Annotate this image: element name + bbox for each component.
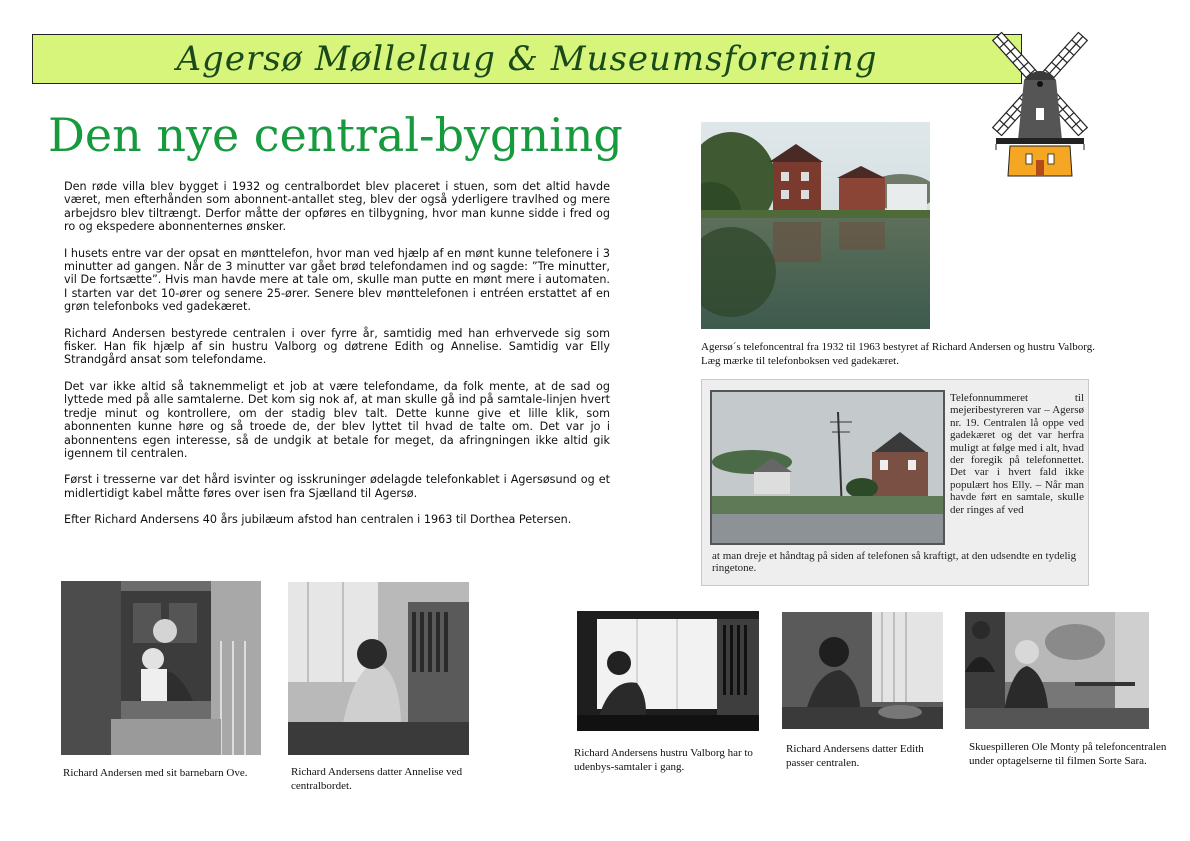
- edith-photo-caption: Richard Andersens datter Edith passer centralen.: [786, 743, 924, 769]
- article-paragraph: Richard Andersen bestyrede centralen i over fyrre år, samtidig med han erhvervede sig som fisker. Han fik hjælp af sin hustru Valborg og døtrene Edith og Annelise. Samtidig var Elly Strandgård ansat som telefondame.: [64, 326, 610, 367]
- clipping-photo: [710, 390, 945, 545]
- article-paragraph: I husets entre var der opsat en mønttelefon, hvor man ved hjælp af en mønt kunne telefonere i 3 minutter ad gangen. Når de 3 minutter var gået brød telefondamen ind og sagde: ”Tre minutter, vil De fortsætte”. Hvis man havde mere at tale om, skulle man putte en mønt mere i automaten. I starten var det 10-ører og senere 25-ører. Senere blev mønttelefonen i entréen erstattet af en grøn telefonboks ved gadekæret.: [64, 246, 610, 314]
- article-paragraph: Først i tresserne var det hård isvinter og isskruninger ødelagde telefonkablet i Agersøsund og et midlertidigt kabel måtte føres over isen fra Sjælland til Agersø.: [64, 473, 610, 500]
- richard-ove-photo: [61, 581, 261, 755]
- valborg-photo: [577, 611, 759, 731]
- windmill-icon: [990, 22, 1090, 180]
- annelise-photo: [288, 582, 469, 755]
- article-paragraph: Den røde villa blev bygget i 1932 og centralbordet blev placeret i stuen, som det altid havde været, men efterhånden som abonnent-antallet steg, blev der også yderligere travlhed og mere arbejdsro blev tiltrængt. Derfor måtte der opføres en tilbygning, hvor man kunne sidde i fred og ro og ekspedere abonnenternes ønsker.: [64, 180, 610, 234]
- monty-photo-caption: Skuespilleren Ole Monty på telefoncentralen under optagelserne til filmen Sorte Sara.: [969, 741, 1167, 767]
- article-paragraph: Det var ikke altid så taknemmeligt et job at være telefondame, da folk mente, at de sad og lyttede med på alle samtalerne. Det kom sig nok af, at man skulle gå ind på samtale-linjen hvert tredje minut og kontrollere, om der stadig blev talt. Dette kunne give et lille klik, som abonnenten kunne høre og så troede de, der blev lyttet til hvad de talte om. Det var jo i abonnentens egen interesse, så de undgik at betale for meget, da afringningen ikke altid gik igennem til centralen.: [64, 379, 610, 460]
- annelise-photo-caption: Richard Andersens datter Annelise ved centralbordet.: [291, 766, 463, 792]
- central-photo-caption: Agersø´s telefoncentral fra 1932 til 1963 bestyret af Richard Andersen og hustru Valborg. Læg mærke til telefonboksen ved gadekæret.: [701, 341, 1095, 367]
- page-title: Den nye central-bygning: [48, 108, 623, 162]
- valborg-photo-caption: Richard Andersens hustru Valborg har to udenbys-samtaler i gang.: [574, 747, 753, 773]
- banner-title: Agersø Møllelaug & Museumsforening: [176, 39, 878, 79]
- edith-photo: [782, 612, 943, 729]
- newspaper-clipping: [701, 379, 1089, 586]
- article-paragraph: Efter Richard Andersens 40 års jubilæum afstod han centralen i 1963 til Dorthea Petersen.: [64, 513, 572, 527]
- clipping-side-text: Telefonnummeret til mejeribestyreren var – Agersø nr. 19. Centralen lå oppe ved gadekæret og det var herfra muligt at følge med i alt, hvad der foregik på telefonnettet. Det var i hvert fald ikke populært hos Elly. – Når man havde ført en samtale, skulle der ringes af ved: [950, 392, 1084, 516]
- central-building-photo: [701, 122, 930, 329]
- ole-monty-photo: [965, 612, 1149, 729]
- ove-photo-caption: Richard Andersen med sit barnebarn Ove.: [63, 767, 248, 779]
- header-banner: [32, 34, 1022, 84]
- clipping-bottom-text: at man dreje et håndtag på siden af telefonen så kraftigt, at den udsendte en tydelig ringetone.: [712, 550, 1077, 575]
- article-body: [64, 180, 610, 540]
